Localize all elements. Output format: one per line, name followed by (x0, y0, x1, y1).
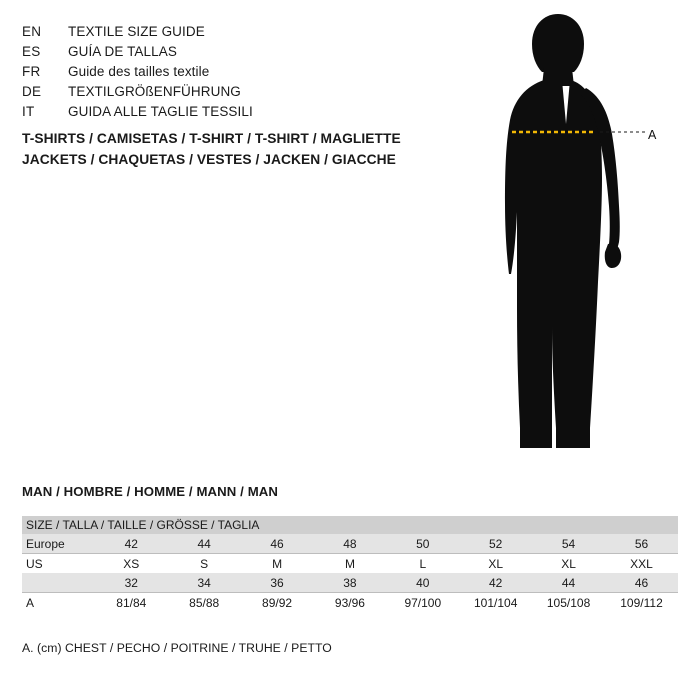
language-code-it: IT (22, 104, 35, 119)
language-code-de: DE (22, 84, 42, 99)
language-header-block (22, 22, 442, 122)
cell-a-2: 85/88 (168, 593, 241, 613)
silhouette-svg (470, 8, 680, 468)
cell-usnum-8: 46 (605, 573, 678, 593)
table-row (22, 534, 678, 554)
table-header-row (22, 516, 678, 534)
cell-us-4: M (314, 554, 387, 574)
cell-us-6: XL (459, 554, 532, 574)
cell-europe-2: 44 (168, 534, 241, 554)
cell-a-7: 105/108 (532, 593, 605, 613)
language-row-es (22, 42, 442, 62)
cell-europe-7: 54 (532, 534, 605, 554)
cell-us-2: S (168, 554, 241, 574)
man-silhouette-figure (470, 8, 680, 468)
language-row-it (22, 102, 442, 122)
cell-a-4: 93/96 (314, 593, 387, 613)
cell-usnum-7: 44 (532, 573, 605, 593)
row-label-us-numeric (22, 573, 95, 593)
cell-usnum-1: 32 (95, 573, 168, 593)
row-label-us: US (22, 554, 95, 574)
table-row (22, 554, 678, 574)
language-row-de (22, 82, 442, 102)
language-text-fr: Guide des tailles textile (68, 64, 210, 79)
language-text-it: GUIDA ALLE TAGLIE TESSILI (68, 104, 253, 119)
category-line-jackets: JACKETS / CHAQUETAS / VESTES / JACKEN / GIACCHE (22, 152, 396, 167)
language-row-en (22, 22, 442, 42)
cell-a-3: 89/92 (241, 593, 314, 613)
category-block (22, 128, 452, 170)
measure-label-a: A (648, 128, 657, 142)
category-line-tshirts: T-SHIRTS / CAMISETAS / T-SHIRT / T-SHIRT / MAGLIETTE (22, 131, 401, 146)
language-code-fr: FR (22, 64, 41, 79)
cell-us-7: XL (532, 554, 605, 574)
language-text-en: TEXTILE SIZE GUIDE (68, 24, 205, 39)
row-label-europe: Europe (22, 534, 95, 554)
cell-us-1: XS (95, 554, 168, 574)
table-row (22, 573, 678, 593)
language-text-de: TEXTILGRÖßENFÜHRUNG (68, 84, 241, 99)
language-code-en: EN (22, 24, 42, 39)
cell-europe-1: 42 (95, 534, 168, 554)
table-row (22, 593, 678, 613)
cell-us-5: L (386, 554, 459, 574)
cell-usnum-3: 36 (241, 573, 314, 593)
language-row-fr (22, 62, 442, 82)
cell-usnum-2: 34 (168, 573, 241, 593)
language-code-es: ES (22, 44, 41, 59)
row-label-a: A (22, 593, 95, 613)
cell-europe-8: 56 (605, 534, 678, 554)
table-title-man: MAN / HOMBRE / HOMME / MANN / MAN (22, 484, 279, 499)
cell-europe-6: 52 (459, 534, 532, 554)
cell-a-8: 109/112 (605, 593, 678, 613)
cell-a-6: 101/104 (459, 593, 532, 613)
cell-europe-4: 48 (314, 534, 387, 554)
cell-us-8: XXL (605, 554, 678, 574)
cell-a-1: 81/84 (95, 593, 168, 613)
table-header-label: SIZE / TALLA / TAILLE / GRÖSSE / TAGLIA (22, 516, 678, 534)
cell-us-3: M (241, 554, 314, 574)
cell-europe-3: 46 (241, 534, 314, 554)
cell-europe-5: 50 (386, 534, 459, 554)
cell-usnum-4: 38 (314, 573, 387, 593)
cell-a-5: 97/100 (386, 593, 459, 613)
footnote-chest: A. (cm) CHEST / PECHO / POITRINE / TRUHE / PETTO (22, 641, 332, 655)
size-table (22, 516, 678, 612)
language-text-es: GUÍA DE TALLAS (68, 44, 177, 59)
cell-usnum-6: 42 (459, 573, 532, 593)
cell-usnum-5: 40 (386, 573, 459, 593)
